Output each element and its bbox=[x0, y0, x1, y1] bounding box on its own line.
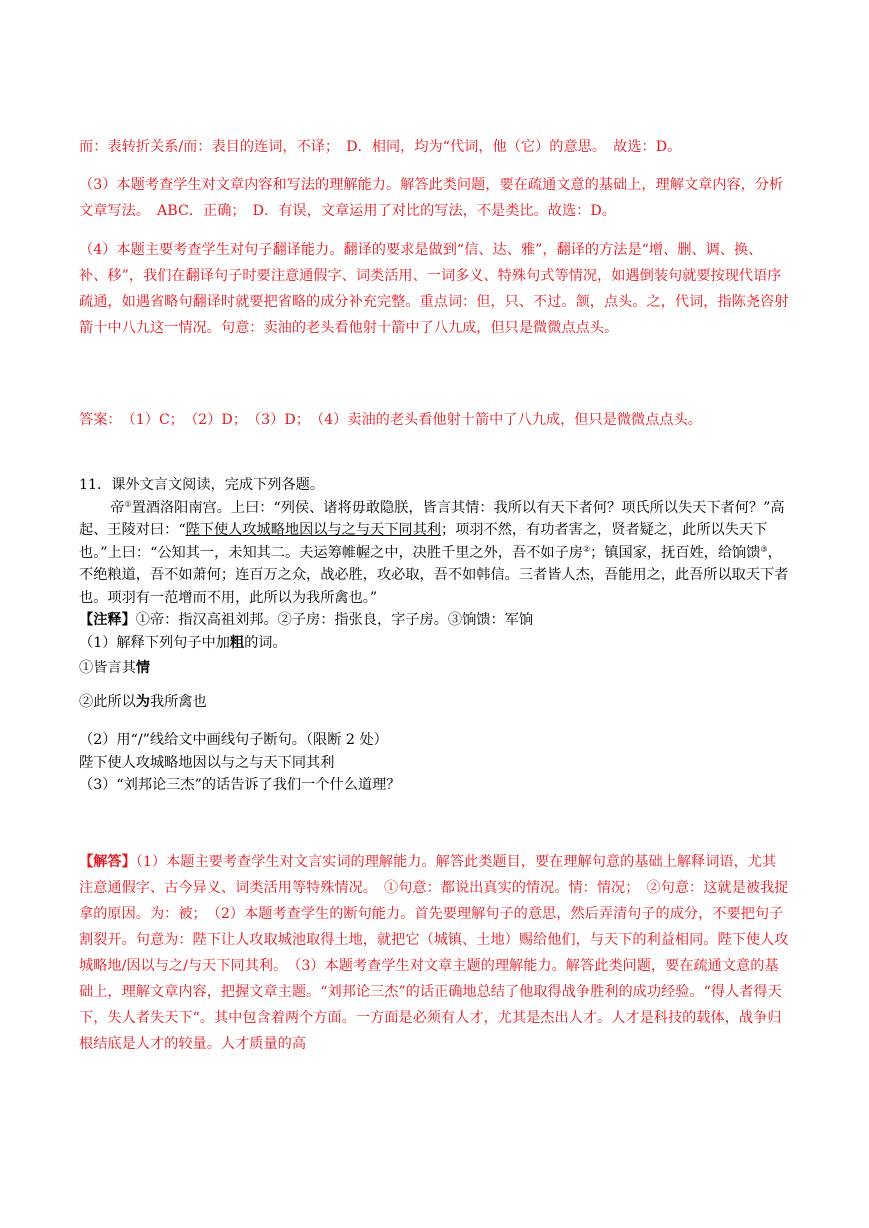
notes-text: ①帝：指汉高祖刘邦。②子房：指张良，字子房。③饷馈：军饷 bbox=[135, 612, 534, 628]
question-11 bbox=[79, 474, 789, 797]
sub1-bold: 粗 bbox=[229, 634, 245, 651]
item-1 bbox=[79, 657, 789, 680]
passage-part5: ，不绝粮道，吾不如萧何；连百万之众，战必胜，攻必取，吾不如韩信。三者皆人杰，吾能用之，此吾所以取天下者也。项羽有一范增而不用，此所以为我所禽也。” bbox=[79, 544, 789, 606]
answer-summary-text: 答案： （1）C； （2）D； （3）D； （4）卖油的老头看他射十箭中了八九成，但只是微微点点头。 bbox=[79, 412, 702, 428]
item1-bold: 情 bbox=[135, 660, 150, 676]
answer-line-top-text: 而：表转折关系/而：表目的连词，不译； D．相同，均为“代词，他（它）的意思。 故选：D。 bbox=[79, 139, 682, 155]
solution-label: 【解答】 bbox=[79, 854, 136, 870]
notes bbox=[79, 609, 789, 632]
sub-question-3: （3）“刘邦论三杰”的话告诉了我们一个什么道理？ bbox=[79, 777, 401, 793]
item2-post: 我所禽也 bbox=[149, 693, 207, 710]
passage bbox=[79, 497, 789, 610]
passage-part3: ；项羽不然，有功者害之，贤者疑之，此所以失天下也。”上曰：“公知其一，未知其二。夫运筹帷幄之中，决胜千里之外，吾不如子房 bbox=[79, 522, 768, 561]
question-heading: 11．课外文言文阅读，完成下列各题。 bbox=[79, 477, 325, 493]
footnote-mark-2: ② bbox=[582, 543, 591, 553]
footnote-mark-3: ③ bbox=[760, 543, 768, 553]
footnote-mark-1: ① bbox=[124, 498, 132, 508]
answer-q3-text: （3）本题考查学生对文章内容和写法的理解能力。解答此类问题，要在疏通文意的基础上，理解文章内容，分析文章写法。 ABC．正确； D．有误，文章运用了对比的写法，不是类比。故选：D。 bbox=[79, 177, 784, 219]
notes-label: 【注释】 bbox=[79, 612, 136, 628]
passage-part4: ；镇国家，抚百姓，给饷馈 bbox=[590, 544, 761, 561]
passage-part2: 置酒洛阳南宫。上曰：“列侯、诸将毋敢隐朕，皆言其情：我所以有天下者何？项氏所以失天下者何？”高起、王陵对曰：“ bbox=[79, 499, 785, 538]
solution-text: （1）本题主要考查学生对文言实词的理解能力。解答此类题目，要在理解句意的基础上解释词语，尤其注意通假字、古今异义、词类活用等特殊情况。 ①句意：都说出真实的情况。情：情况； ②句意：这就是被我捉拿的原因。为：被； （2）本题考查学生的断句能力。首先要理解句子的意思，然后弄清句子的成分，不要把句子割裂开。句意为：陛下让人攻取城池取得土地，就把它（城镇、土地）赐给他们，与天下的利益相同。陛下使人攻城略地/因以与之/与天下同其利。 （3）本题考查学生对文章主题的理解能力。解答此类问题，要在疏通文意的基础上，理解文章内容，把握文章主题。“刘邦论三杰”的话正确地总结了他取得战争胜利的成功经验。“得人者得天下，失人者失天下“。其中包含着两个方面。一方面是必须有人才，尤其是杰出人才。人才是科技的载体，战争归根结底是人才的较量。人才质量的高 bbox=[79, 854, 789, 1052]
item-2 bbox=[79, 691, 789, 714]
sub-question-2: （2）用“/”线给文中画线句子断句。（限断 2 处） bbox=[79, 732, 388, 748]
answer-summary bbox=[79, 407, 789, 433]
item1-pre: ①皆言其 bbox=[79, 660, 136, 676]
item2-bold: 为 bbox=[135, 693, 150, 710]
item2-pre: ②此所以 bbox=[79, 693, 136, 710]
passage-underlined: 陛下使人攻城略地因以与之与天下同其利 bbox=[185, 522, 441, 538]
sub-question-2-sentence: 陛下使人攻城略地因以与之与天下同其利 bbox=[79, 754, 335, 771]
answer-q3 bbox=[79, 172, 789, 224]
sub1-pre: （1）解释下列句子中加 bbox=[79, 634, 230, 651]
solution-block bbox=[79, 849, 789, 1057]
answer-q4 bbox=[79, 237, 789, 341]
passage-part1: 帝 bbox=[110, 499, 125, 516]
sub-question-1 bbox=[79, 632, 789, 655]
answer-line-top bbox=[79, 134, 789, 160]
answer-q4-text: （4）本题主要考查学生对句子翻译能力。翻译的要求是做到“信、达、雅”，翻译的方法是“增、删、调、换、补、移”，我们在翻译句子时要注意通假字、词类活用、一词多义、特殊句式等情况，如遇倒装句就要按现代语序疏通，如遇省略句翻译时就要把省略的成分补充完整。重点词：但，只、不过。颔，点头。之，代词，指陈尧咨射箭十中八九这一情况。句意：卖油的老头看他射十箭中了八九成，但只是微微点点头。 bbox=[79, 242, 789, 336]
sub1-post: 的词。 bbox=[244, 634, 287, 651]
solution-paragraph bbox=[79, 849, 789, 1057]
